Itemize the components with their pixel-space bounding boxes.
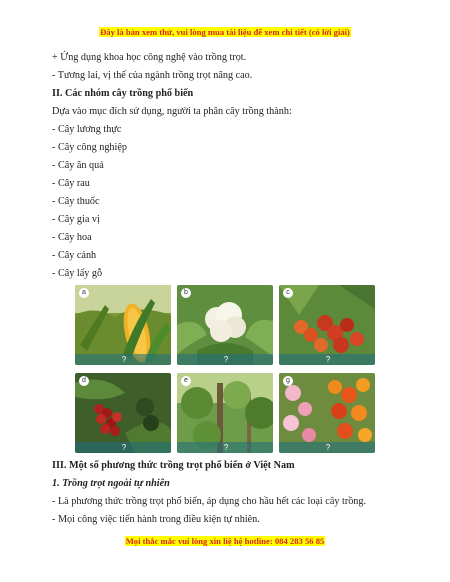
lychee-illustration — [279, 285, 375, 365]
flower-illustration — [279, 373, 375, 453]
question-marker: ? — [223, 355, 229, 364]
crop-list-item: - Cây công nghiệp — [52, 142, 127, 153]
crop-list-item: - Cây ăn quả — [52, 160, 104, 171]
corn-illustration — [75, 285, 171, 365]
photo-label: d — [79, 376, 89, 386]
crop-list-item: - Cây hoa — [52, 232, 92, 243]
hotline-banner — [0, 536, 450, 546]
section-3-line-1: - Là phương thức trồng trọt phổ biến, áp dụng cho hầu hết các loại cây trồng. — [52, 496, 367, 507]
cauliflower-illustration — [177, 285, 273, 365]
coffee-berry-photo — [75, 373, 171, 453]
forest-tree-illustration — [177, 373, 273, 453]
crop-list-item: - Cây lương thực — [52, 124, 122, 135]
crop-photo-grid — [75, 285, 375, 455]
photo-label: e — [181, 376, 191, 386]
section-3-heading: III. Một số phương thức trồng trọt phổ biến ở Việt Nam — [52, 460, 295, 471]
question-marker: ? — [223, 443, 229, 452]
photo-label: b — [181, 288, 191, 298]
preview-banner — [0, 27, 450, 37]
section-2-intro: Dựa vào mục đích sử dụng, người ta phân cây trồng thành: — [52, 106, 292, 117]
section-2-heading: II. Các nhóm cây trồng phổ biến — [52, 88, 194, 99]
preview-banner-text: Đây là bản xem thử, vui lòng mua tài liệu để xem chi tiết (có lời giải) — [100, 27, 350, 37]
question-marker: ? — [325, 443, 331, 452]
crop-list-item: - Cây cảnh — [52, 250, 97, 261]
crop-list-item: - Cây thuốc — [52, 196, 100, 207]
question-marker: ? — [121, 443, 127, 452]
crop-list-item: - Cây lấy gỗ — [52, 268, 103, 279]
cauliflower-photo — [177, 285, 273, 365]
intro-line-2: - Tương lai, vị thế của ngành trồng trọt nâng cao. — [52, 70, 253, 81]
corn-photo — [75, 285, 171, 365]
section-3-line-2: - Mọi công việc tiến hành trong điều kiện tự nhiên. — [52, 514, 260, 525]
lychee-photo — [279, 285, 375, 365]
photo-label: c — [283, 288, 293, 298]
coffee-berry-illustration — [75, 373, 171, 453]
photo-label: g — [283, 376, 293, 386]
crop-list-item: - Cây rau — [52, 178, 90, 189]
flower-photo — [279, 373, 375, 453]
question-marker: ? — [121, 355, 127, 364]
section-3-subheading: 1. Trồng trọt ngoài tự nhiên — [52, 478, 170, 489]
forest-tree-photo — [177, 373, 273, 453]
crop-list-item: - Cây gia vị — [52, 214, 100, 225]
hotline-banner-text: Mọi thắc mắc vui lòng xin liệ hệ hotline: 084 283 56 85 — [125, 536, 325, 546]
photo-label: a — [79, 288, 89, 298]
question-marker: ? — [325, 355, 331, 364]
intro-line-1: + Ứng dụng khoa học công nghệ vào trồng trọt. — [52, 52, 247, 63]
